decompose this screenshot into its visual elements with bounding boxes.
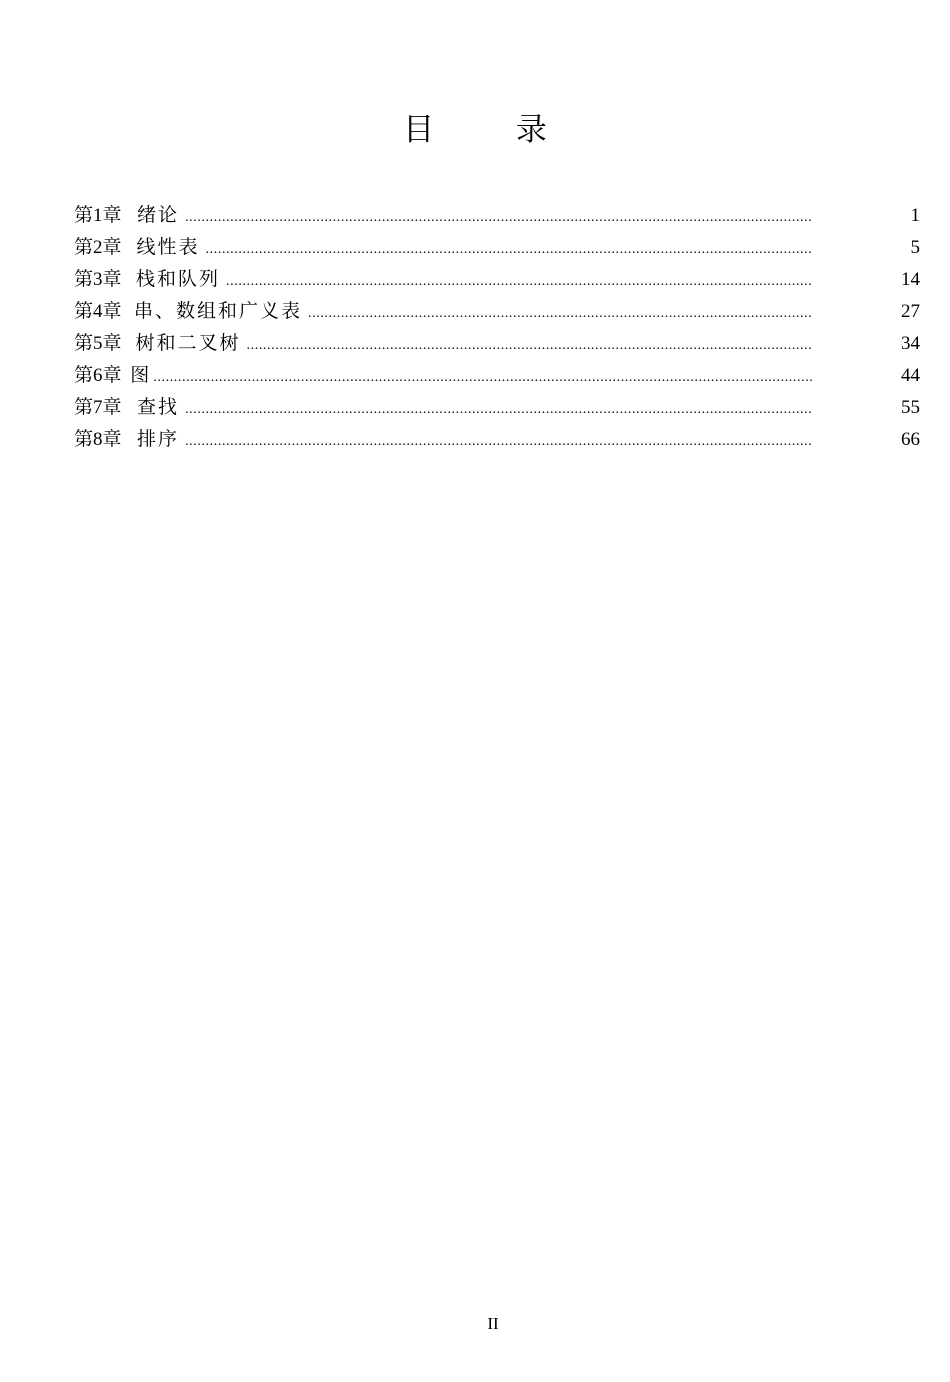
chapter-title: 查找 [137,397,180,418]
chapter-number: 第4章 [74,301,122,322]
chapter-title: 树和二叉树 [135,333,241,354]
page-number: 27 [901,301,920,322]
chapter-number: 第5章 [74,333,122,354]
page-number: 14 [901,269,920,290]
chapter-title: 串、数组和广义表 [134,301,303,322]
chapter-number: 第1章 [74,205,122,226]
toc-entry-4[interactable] [74,296,920,328]
dot-leader [247,330,812,362]
chapter-number: 第2章 [74,237,122,258]
page-number: 1 [910,205,920,226]
dot-leader [206,234,812,266]
page-number: 44 [901,365,920,386]
dot-leader [185,394,812,426]
chapter-title: 线性表 [136,237,200,258]
dot-leader [185,426,812,458]
toc-list [74,200,920,456]
page-number: 34 [901,333,920,354]
dot-leader [308,298,812,330]
toc-entry-2[interactable] [74,232,920,264]
dot-leader [185,202,812,234]
chapter-number: 第7章 [74,397,122,418]
toc-entry-7[interactable] [74,392,920,424]
toc-heading: 目 录 [403,112,583,148]
chapter-number: 第8章 [74,429,122,450]
chapter-title: 绪论 [137,205,180,226]
chapter-title: 排序 [137,429,180,450]
toc-entry-5[interactable] [74,328,920,360]
page-number: 5 [910,237,920,258]
chapter-title: 栈和队列 [136,269,221,290]
chapter-number: 第6章 [74,365,122,386]
toc-entry-3[interactable] [74,264,920,296]
toc-entry-6[interactable] [74,360,920,392]
chapter-title: 图 [130,365,152,386]
page-number: 66 [901,429,920,450]
page-number: 55 [901,397,920,418]
toc-entry-1[interactable] [74,200,920,232]
dot-leader [153,362,812,394]
dot-leader [226,266,812,298]
footer-page-number: II [487,1314,499,1333]
chapter-number: 第3章 [74,269,122,290]
toc-entry-8[interactable] [74,424,920,456]
